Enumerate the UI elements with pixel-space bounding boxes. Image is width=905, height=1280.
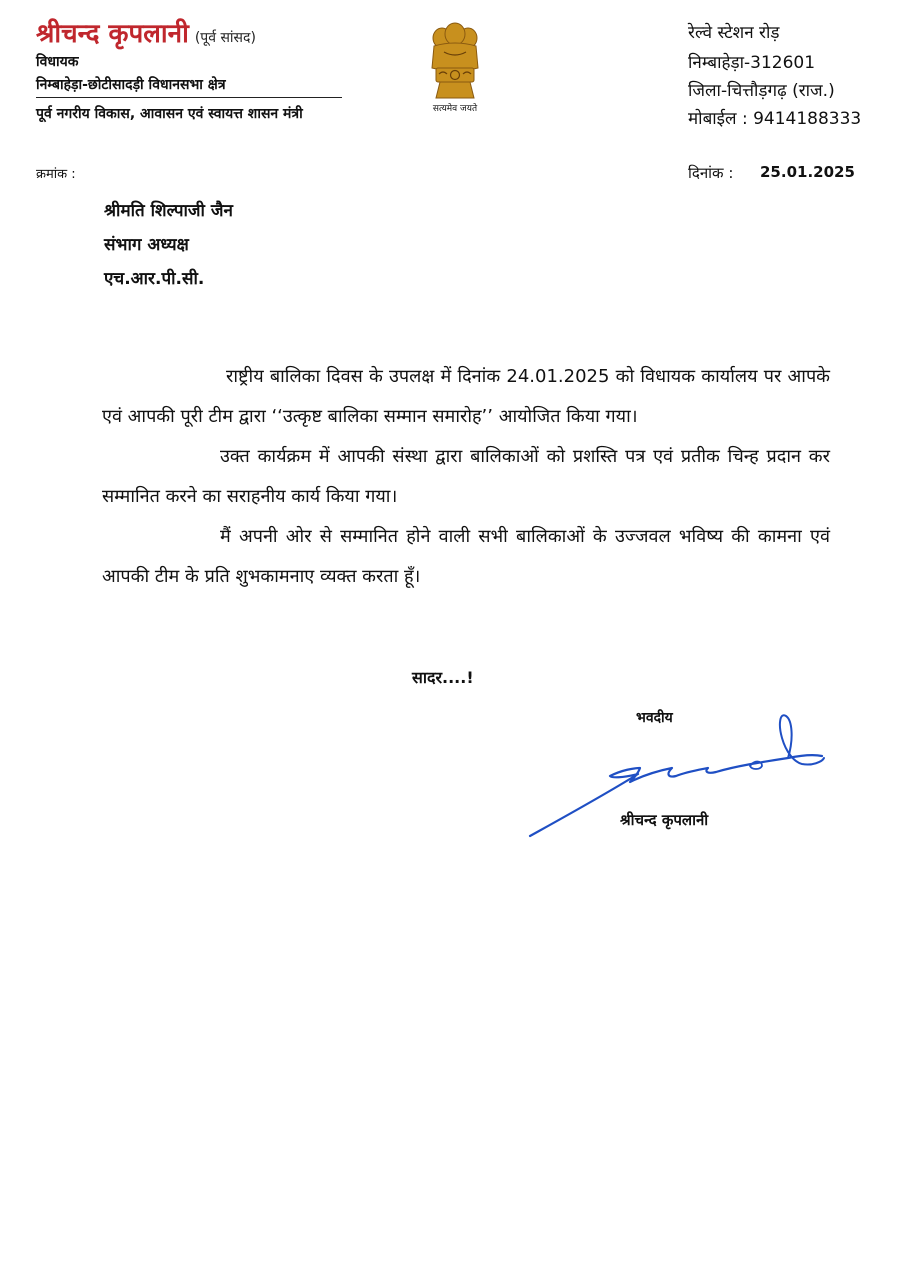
letter-body bbox=[102, 357, 830, 597]
reference-number-label: क्रमांक : bbox=[36, 167, 76, 182]
letterhead-designation: विधायक bbox=[36, 54, 79, 70]
address-line-3: जिला-चित्तौड़गढ़ (राज.) bbox=[688, 81, 835, 101]
letterhead-name-text: श्रीचन्द कृपलानी bbox=[36, 19, 189, 49]
body-paragraph-1: राष्ट्रीय बालिका दिवस के उपलक्ष में दिनांक 24.01.2025 को विधायक कार्यालय पर आपके एवं आपकी पूरी टीम द्वारा ‘‘उत्कृष्ट बालिका सम्मान समारोह’’ आयोजित किया गया। bbox=[102, 366, 830, 427]
body-paragraph-3: मैं अपनी ओर से सम्मानित होने वाली सभी बालिकाओं के उज्जवल भविष्य की कामना एवं आपकी टीम के प्रति शुभकामनाए व्यक्त करता हूँ। bbox=[102, 526, 830, 587]
letterhead-constituency: निम्बाहेड़ा-छोटीसादड़ी विधानसभा क्षेत्र bbox=[36, 77, 226, 93]
address-mobile: मोबाईल : 9414188333 bbox=[688, 109, 862, 129]
letterhead-name bbox=[36, 14, 256, 50]
emblem-motto: सत्यमेव जयते bbox=[432, 104, 478, 114]
addressee-name: श्रीमति शिल्पाजी जैन bbox=[104, 201, 233, 221]
addressee-organization: एच.आर.पी.सी. bbox=[104, 269, 205, 289]
closing-yours: भवदीय bbox=[636, 710, 673, 726]
date-label: दिनांक : bbox=[688, 164, 734, 182]
body-paragraph-2: उक्त कार्यक्रम में आपकी संस्था द्वारा बालिकाओं को प्रशस्ति पत्र एवं प्रतीक चिन्ह प्रदान कर सम्मानित करने का सराहनीय कार्य किया गया। bbox=[102, 446, 830, 507]
addressee-designation: संभाग अध्यक्ष bbox=[104, 235, 189, 255]
signer-name: श्रीचन्द कृपलानी bbox=[620, 811, 709, 829]
closing-salutation: सादर....! bbox=[412, 668, 474, 687]
address-line-2: निम्बाहेड़ा-312601 bbox=[688, 53, 816, 73]
letterhead-divider bbox=[36, 97, 342, 98]
letterhead-former-post: पूर्व नगरीय विकास, आवासन एवं स्वायत्त शासन मंत्री bbox=[36, 106, 303, 122]
address-line-1: रेल्वे स्टेशन रोड़ bbox=[688, 23, 780, 43]
letterhead-name-suffix: (पूर्व सांसद) bbox=[194, 30, 256, 46]
date-value: 25.01.2025 bbox=[760, 163, 855, 181]
